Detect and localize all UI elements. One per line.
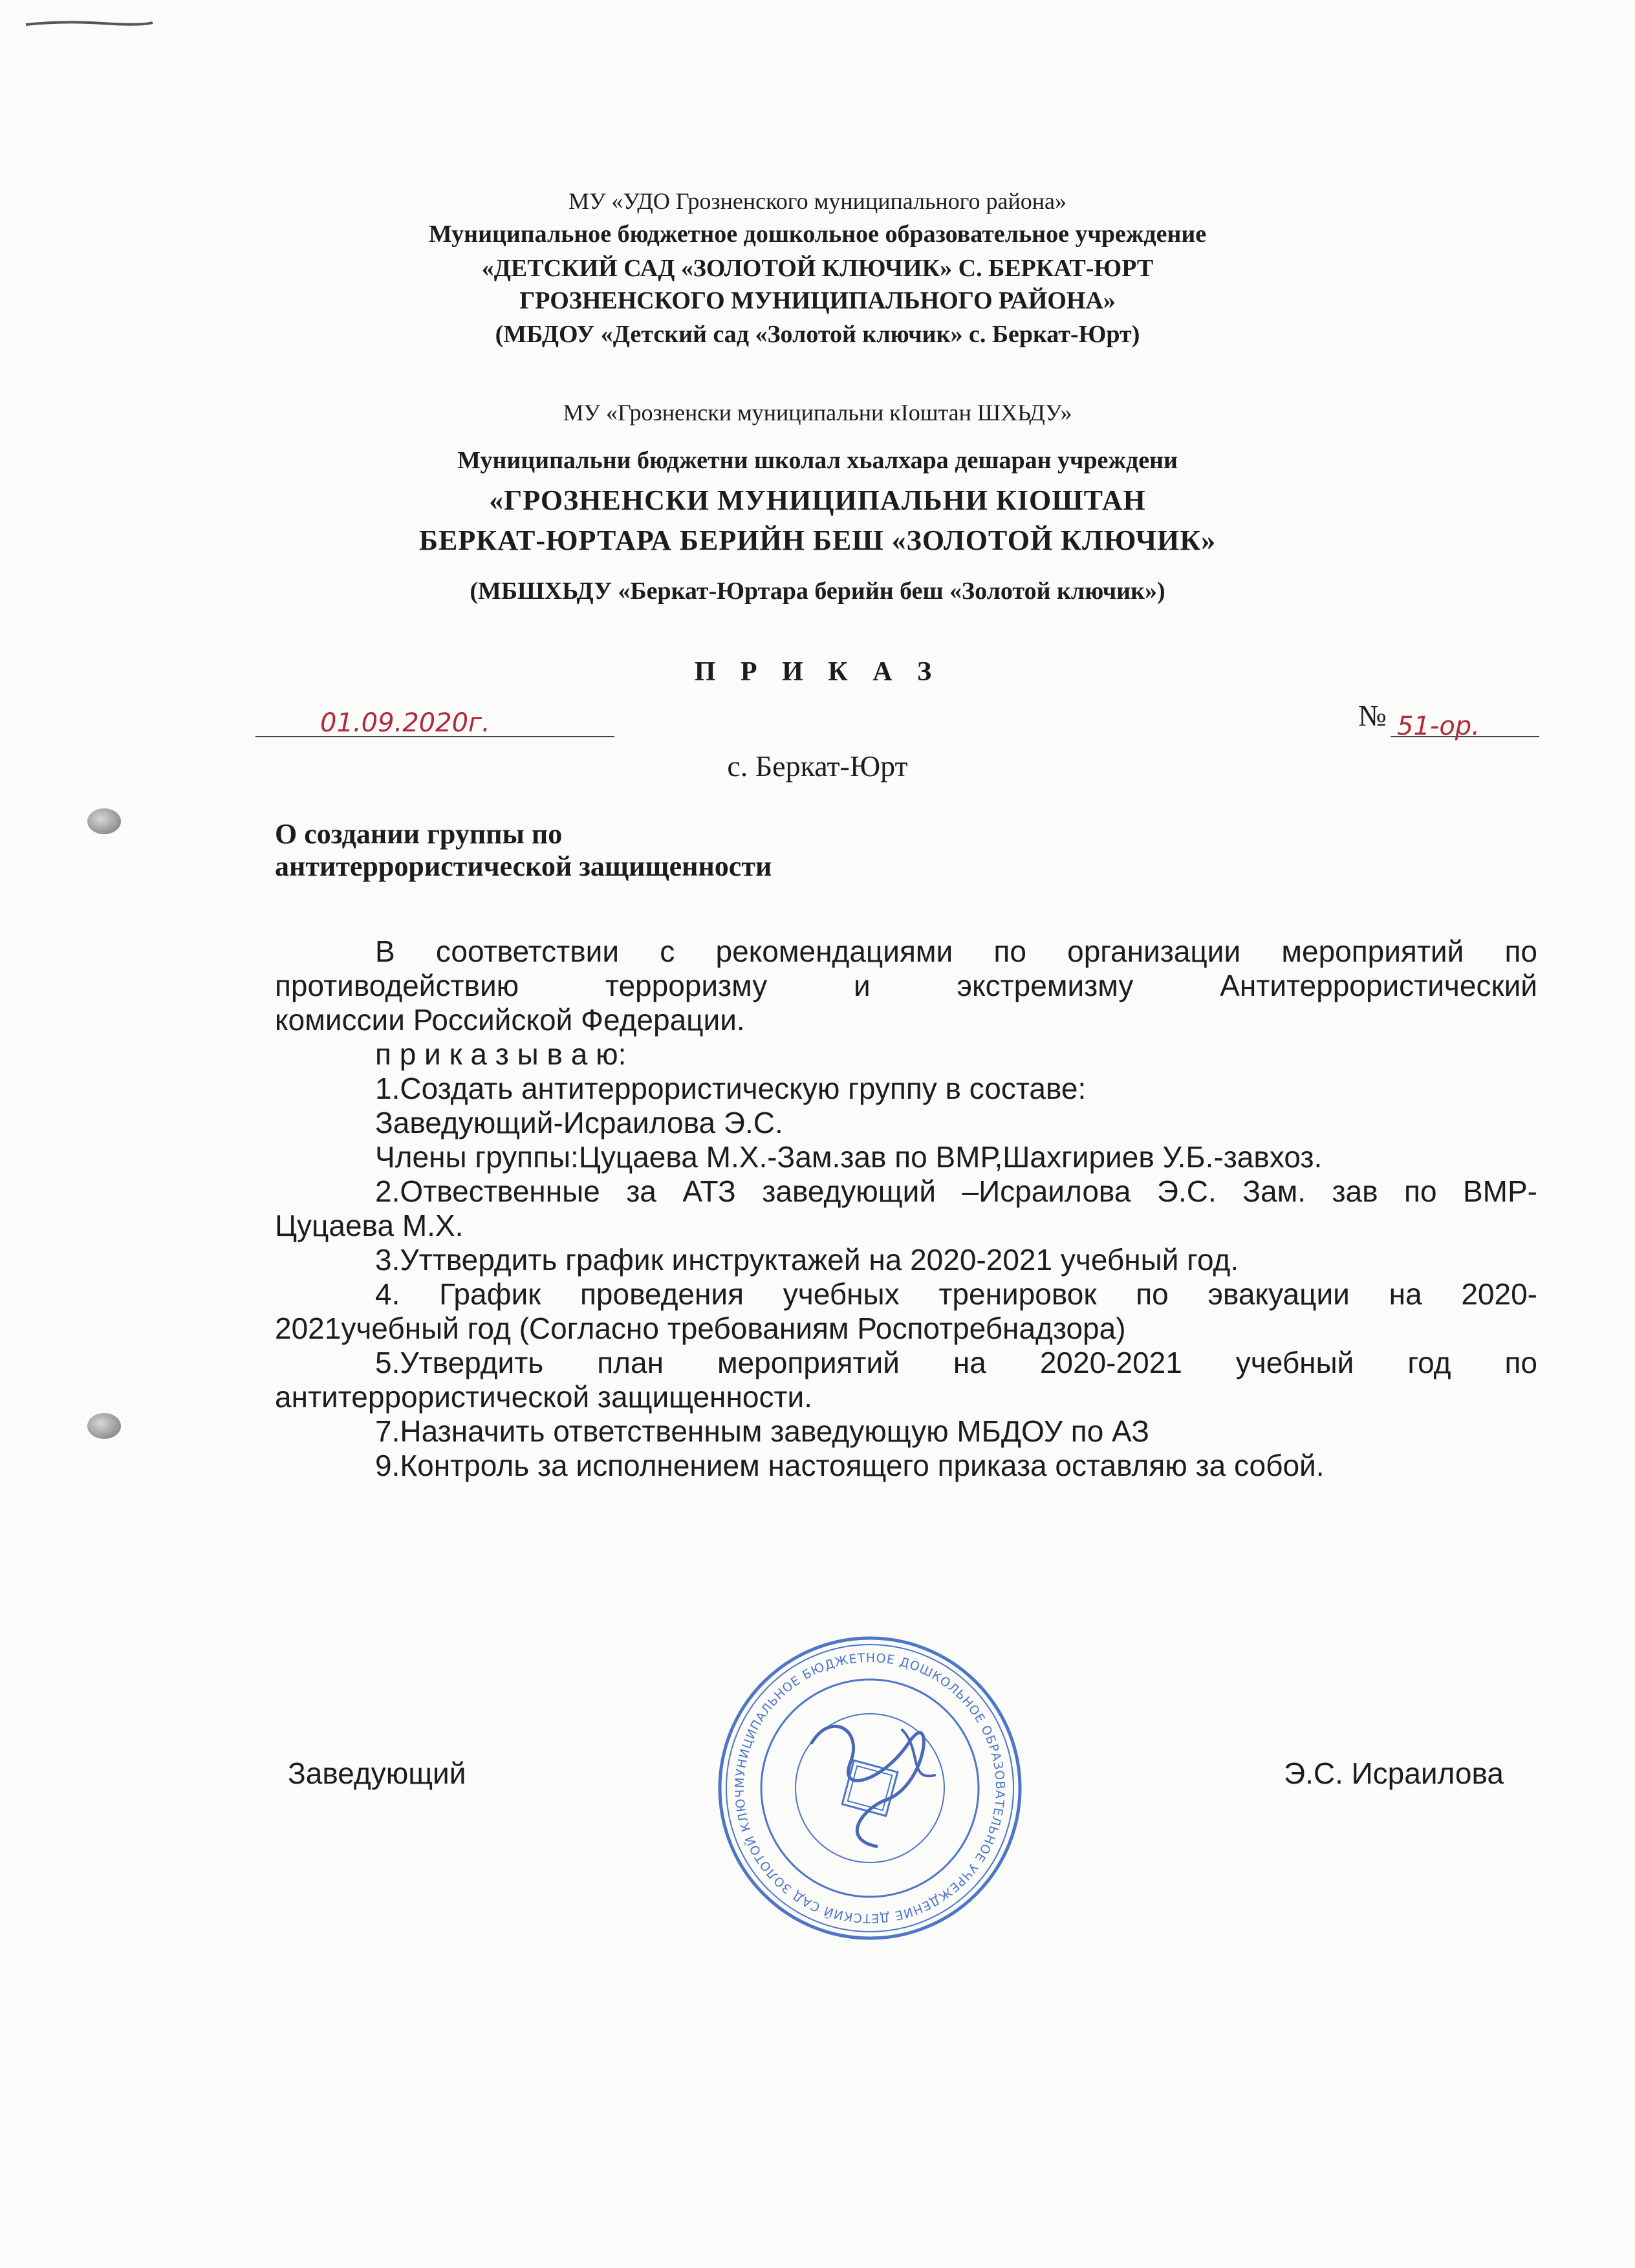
item-3: 3.Уттвердить график инструктажей на 2020-2021 учебный год. [375,1243,1239,1277]
header-ce-line4: БЕРКАТ-ЮРТАРА БЕРИЙН БЕШ «ЗОЛОТОЙ КЛЮЧИК» [418,524,1217,556]
corner-pen-mark [25,19,154,28]
preamble-line1: В соответствии с рекомендациями по организации мероприятий по [375,934,1537,968]
order-date: 01.09.2020г. [320,708,490,738]
header-ru-line3: «ДЕТСКИЙ САД «ЗОЛОТОЙ КЛЮЧИК» С. БЕРКАТ-ЮРТ [481,255,1154,282]
binder-hole-top [87,808,121,834]
signature-name: Э.С. Исраилова [1284,1756,1504,1790]
item-2-line1: 2.Отвественные за АТЗ заведующий –Исраилова Э.С. Зам. зав по ВМР- [375,1174,1537,1208]
item-1-head: Заведующий-Исраилова Э.С. [375,1106,783,1139]
item-5-line1: 5.Утвердить план мероприятий на 2020-2021 учебный год по [375,1346,1537,1379]
preamble-line3: комиссии Российской Федерации. [275,1003,745,1037]
official-stamp [715,1633,1025,1943]
subject-line1: О создании группы по [275,818,563,850]
item-1: 1.Создать антитеррористическую группу в составе: [375,1072,1087,1105]
preamble-line2: противодействию терроризму и экстремизму Антитеррористический [275,969,1537,1002]
signature-position: Заведующий [288,1756,466,1790]
binder-hole-bottom [87,1413,121,1439]
item-5-line2: антитеррористической защищенности. [275,1380,812,1414]
item-4-line2: 2021учебный год (Согласно требованиям Роспотребнадзора) [275,1312,1126,1345]
header-ru-line1: МУ «УДО Грозненского муниципального района» [568,188,1067,214]
item-4-line1: 4. График проведения учебных тренировок по эвакуации на 2020- [375,1277,1537,1311]
order-number-label: № [1358,699,1387,732]
header-ce-line3: «ГРОЗНЕНСКИ МУНИЦИПАЛЬНИ КIОШТАН [489,484,1146,516]
order-number: 51-ор. [1397,711,1480,741]
order-word: п р и к а з ы в а ю: [375,1037,627,1071]
order-subject [275,818,772,883]
header-ru-line5: (МБДОУ «Детский сад «Золотой ключик» с. Беркат-Юрт) [495,321,1140,348]
item-7: 7.Назначить ответственным заведующую МБДОУ по АЗ [375,1414,1150,1448]
item-2-line2: Цуцаева М.Х. [275,1209,464,1242]
header-ce-line2: Муниципальни бюджетни школал хьалхара дешаран учреждени [457,447,1178,474]
stamp-ring-text: МУНИЦИПАЛЬНОЕ БЮДЖЕТНОЕ ДОШКОЛЬНОЕ ОБРАЗОВАТЕЛЬНОЕ УЧРЕЖДЕНИЕ ДЕТСКИЙ САД ЗОЛОТОЙ КЛЮЧ [732,1650,1008,1926]
order-title: П Р И К А З [694,657,941,687]
header-ce-line5: (МБШХЬДУ «Беркат-Юртара берийн беш «Золотой ключик») [470,578,1165,605]
header-ru-line4: ГРОЗНЕНСКОГО МУНИЦИПАЛЬНОГО РАЙОНА» [519,287,1116,314]
header-ru-line2: Муниципальное бюджетное дошкольное образовательное учреждение [428,221,1207,248]
order-body [275,934,1537,1483]
header-ce-line1: МУ «Грозненски муниципальни кIоштан ШХЬДУ» [563,400,1072,426]
item-9: 9.Контроль за исполнением настоящего приказа оставляю за собой. [375,1449,1325,1482]
item-1-members: Члены группы:Цуцаева М.Х.-Зам.зав по ВМР,Шахгириев У.Б.-завхоз. [375,1140,1323,1174]
subject-line2: антитеррористической защищенности [275,850,772,882]
order-place: с. Беркат-Юрт [727,750,908,783]
